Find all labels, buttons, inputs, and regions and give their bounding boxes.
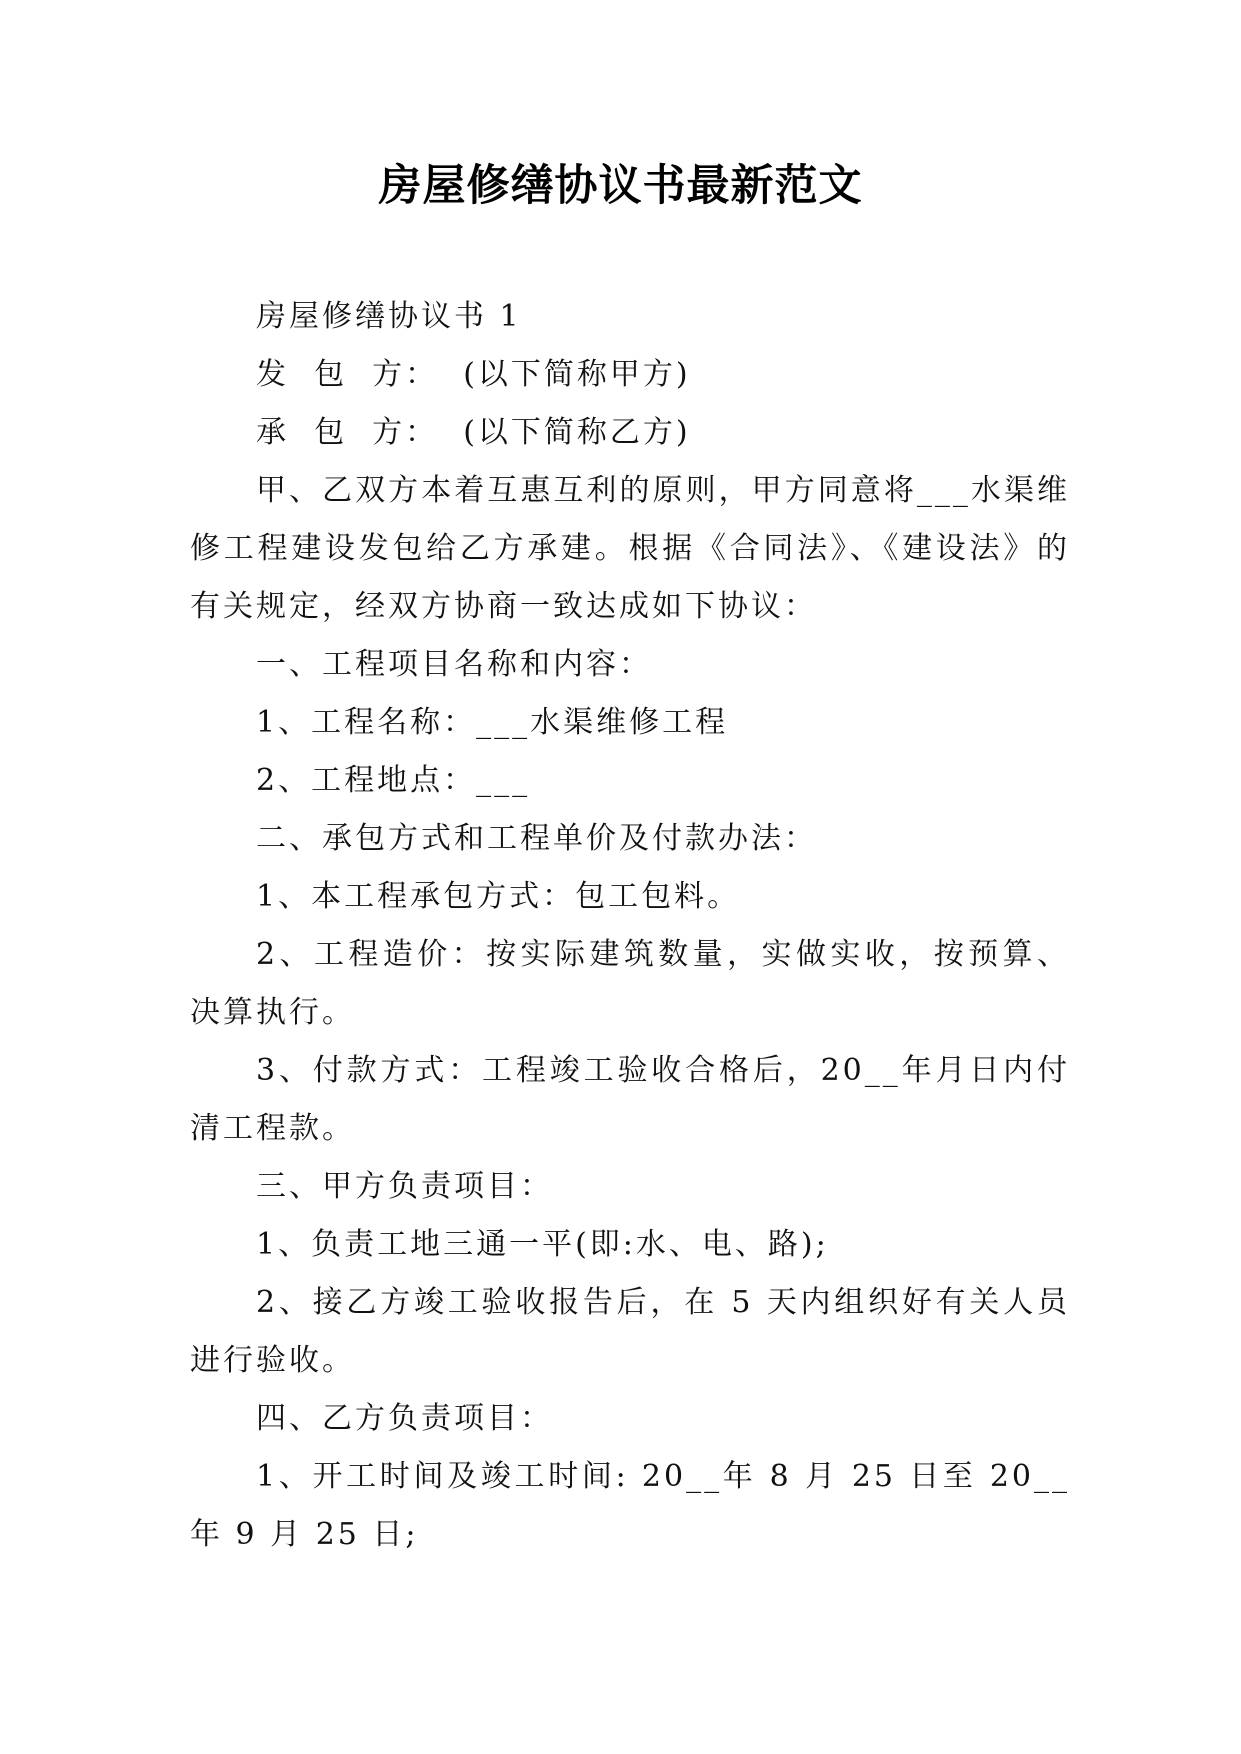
project-name-line: 1、工程名称：___水渠维修工程 xyxy=(256,705,729,740)
payment-method-paragraph: 3、付款方式：工程竣工验收合格后，20__年月日内付清工程款。 xyxy=(190,1053,1070,1146)
party-a-item-2: 2、接乙方竣工验收报告后，在 5 天内组织好有关人员进行验收。 xyxy=(190,1285,1070,1378)
document-body xyxy=(190,288,1070,1564)
section-3-heading: 三、甲方负责项目： xyxy=(256,1169,553,1204)
contract-method-line: 1、本工程承包方式：包工包料。 xyxy=(256,879,741,914)
party-b-line: 承 包 方： (以下简称乙方) xyxy=(256,415,691,450)
party-b-item-1: 1、开工时间及竣工时间: 20__年 8 月 25 日至 20__年 9 月 25 日; xyxy=(190,1459,1070,1552)
party-a-item-1: 1、负责工地三通一平(即:水、电、路); xyxy=(256,1227,829,1262)
preamble-paragraph: 甲、乙双方本着互惠互利的原则，甲方同意将___水渠维修工程建设发包给乙方承建。根据《合同法》、《建设法》的有关规定，经双方协商一致达成如下协议： xyxy=(190,473,1070,624)
project-cost-paragraph: 2、工程造价：按实际建筑数量，实做实收，按预算、决算执行。 xyxy=(190,937,1070,1030)
section-1-heading: 一、工程项目名称和内容： xyxy=(256,647,652,682)
document-title: 房屋修缮协议书最新范文 xyxy=(378,161,863,211)
party-a-line: 发 包 方： (以下简称甲方) xyxy=(256,357,691,392)
project-location-line: 2、工程地点：___ xyxy=(256,763,531,798)
section-4-heading: 四、乙方负责项目： xyxy=(256,1401,553,1436)
section-2-heading: 二、承包方式和工程单价及付款办法： xyxy=(256,821,817,856)
section-heading-agreement-1: 房屋修缮协议书 1 xyxy=(256,299,522,334)
